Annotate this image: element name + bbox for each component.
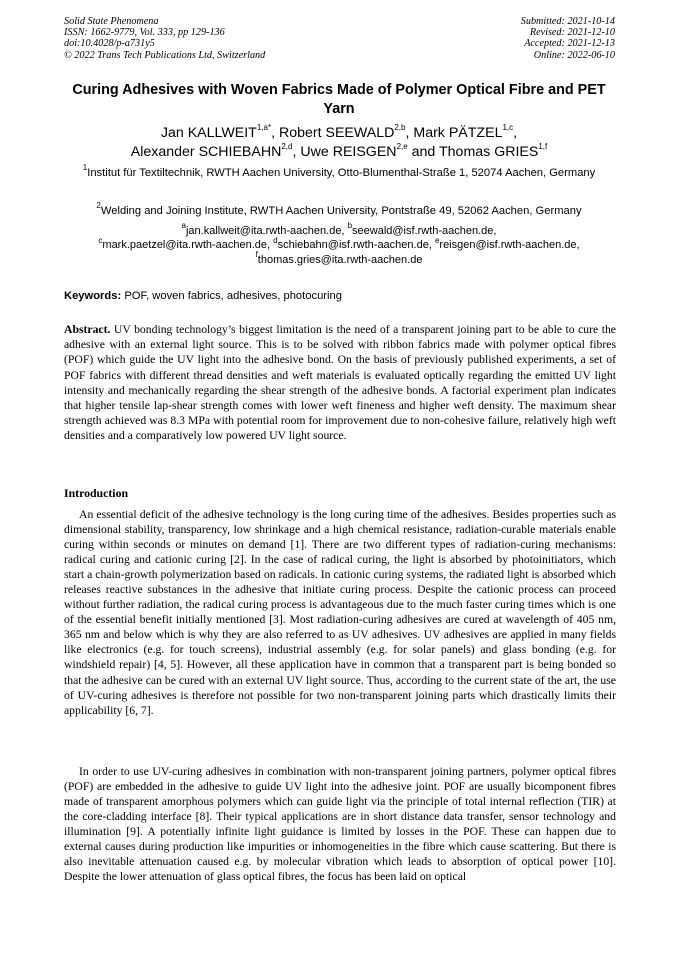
accepted-date: Accepted: 2021-12-13 bbox=[524, 38, 615, 50]
affiliation-mark: 2 bbox=[96, 201, 101, 211]
affiliation-text: Institut für Textiltechnik, RWTH Aachen University, Otto-Blumenthal-Straße 1, 52074 Aachen, Germany bbox=[87, 167, 596, 179]
author-affiliation-mark: 1,c bbox=[502, 123, 514, 133]
author-affiliation-mark: 1,f bbox=[538, 141, 548, 151]
online-date: Online: 2022-06-10 bbox=[533, 49, 615, 61]
author-name: Mark PÄTZEL bbox=[413, 125, 503, 141]
author-affiliation-mark: 2,d bbox=[281, 141, 293, 151]
abstract bbox=[64, 322, 616, 444]
journal-copyright: © 2022 Trans Tech Publications Ltd, Switzerland bbox=[64, 49, 266, 61]
author-affiliation-mark: 2,e bbox=[396, 141, 408, 151]
submitted-date: Submitted: 2021-10-14 bbox=[520, 16, 615, 27]
author-name: Thomas GRIES bbox=[439, 143, 539, 160]
author-emails: $^a$jan.kallweit@ita.rwth-aachen.de, $^b$seewald@isf.rwth-aachen.de, $^c$mark.paetzel@ita.rwth-aachen.de, $^d$schiebahn@isf.rwth-aachen.de, $^e$reisgen@isf.rwth-aachen.de, $^f$thomas.gries@ita.rwth-aachen.de bbox=[98, 221, 580, 266]
dates-header bbox=[521, 16, 615, 61]
email-link[interactable]: mark.paetzel@ita.rwth-aachen.de, bbox=[102, 239, 271, 252]
author-name: Robert SEEWALD bbox=[278, 125, 395, 141]
email-link[interactable]: reisgen@isf.rwth-aachen.de, bbox=[439, 239, 580, 252]
section-heading-introduction: Introduction bbox=[64, 486, 129, 500]
introduction-paragraph-1: An essential deficit of the adhesive technology is the long curing time of the adhesives. Besides properties such as dimensional stability, transparency, low shrinkage and a high chemical resistance, radiation-curable materials enable curing within seconds or minutes on demand [1]. There are two different types of radiation-curing mechanisms: radical curing and cationic curing [2]. In the case of radical curing, the light is absorbed by photoinitiators, which start a chain-growth polymerization based on radicals. In cationic curing systems, the radiated light is absorbed which releases reactive substances in the adhesive that initiate curing process. Despite the cationic process can proceed without further radiation, the radical curing process is advantageous due to the much faster curing times which is one of the essential benefit initially mentioned [3]. Most radiation-curing adhesives are cured at wavelength of 405 nm, 365 nm and below which is why they are also referred to as UV adhesives. UV adhesives are applied in many fields like electronics (e.g. for touch screens), industrial assembly (e.g. for solar panels) and glass bonding (e.g. for windshield repair) [4, 5]. However, all these application have in common that a transparent part is being bonded so that the adhesive can be cured with an external UV light source. Thus, according to the current state of the art, the use of UV-curing adhesives is therefore not possible for two non-transparent joining parts which drastically limits their applicability [6, 7]. bbox=[64, 508, 616, 717]
revised-date: Revised: 2021-12-10 bbox=[529, 27, 615, 39]
keywords bbox=[64, 289, 616, 303]
introduction-paragraph-2: In order to use UV-curing adhesives in combination with non-transparent joining partners, polymer optical fibres (POF) are embedded in the adhesive to guide UV light into the adhesive joint. POF are usually bicomponent fibres made of transparent amorphous polymers which can guide light via the principle of total internal reflection (TIR) at the core-cladding interface [8]. Their typical applications are in short distance data transfer, sensor technology and illumination [9]. A potentially infinite light guidance is limited by losses in the POF. These can happen due to external causes during production like impurities or inhomogeneities in the fibre which cause scattering. But there is also inevitable attenuation caused e.g. by molecular vibration which leads to absorption of optical power [10]. Despite the lower attenuation of glass optical fibres, the focus has been laid on optical bbox=[64, 765, 616, 884]
email-link[interactable]: schiebahn@isf.rwth-aachen.de, bbox=[277, 239, 432, 252]
abstract-text: UV bonding technology’s biggest limitation is the need of a transparent joining part to be able to cure the adhesive with an external light source. This is to be solved with ribbon fabrics made with polymer optical fibres (POF) which guide the UV light into the adhesive bond. On the basis of previously published experiments, a set of POF fabrics with different thread densities and weft materials is evaluated optically regarding the emitted UV light intensity and mechanically regarding the shear strength of the adhesive bonds. A factorial experiment plan indicates that higher tensile lap-shear strength comes with lower weft fineness and higher weft density. The maximum shear strength achieved was 8.3 MPa with potential room for improvement due to non-cohesive failure, relatively high weft densities and a comparatively low powered UV light source. bbox=[64, 323, 616, 443]
author-affiliation-mark: 1,a* bbox=[256, 123, 272, 133]
author-name: Alexander SCHIEBAHN bbox=[130, 143, 282, 160]
journal-header bbox=[64, 16, 265, 61]
paper-title: Curing Adhesives with Woven Fabrics Made of Polymer Optical Fibre and PET Yarn bbox=[72, 82, 606, 117]
affiliation-mark: 1 bbox=[82, 163, 88, 173]
affiliation-text: Welding and Joining Institute, RWTH Aachen University, Pontstraße 49, 52062 Aachen, Germany bbox=[100, 205, 582, 217]
abstract-label: Abstract. bbox=[64, 323, 111, 336]
author-name: Jan KALLWEIT bbox=[160, 125, 257, 141]
affiliation-1 bbox=[60, 163, 618, 182]
keywords-label: Keywords: bbox=[64, 290, 122, 302]
email-link[interactable]: seewald@isf.rwth-aachen.de, bbox=[352, 225, 497, 237]
author-affiliation-mark: 2,b bbox=[394, 123, 406, 133]
email-link[interactable]: jan.kallweit@ita.rwth-aachen.de, bbox=[185, 225, 345, 237]
author-name: Uwe REISGEN bbox=[300, 143, 397, 160]
email-link[interactable]: thomas.gries@ita.rwth-aachen.de bbox=[257, 253, 423, 266]
author-list: Jan $KALLWEIT^{1,a*}$, Robert SEEWALD$^{2,b}$, Mark PÄTZEL$^{1,c}$, Alexander SCHIEBAHN$^{2,d}$, Uwe REISGEN$^{2,e}$ and Thomas GRIES$^{1,f}$ bbox=[130, 123, 548, 160]
journal-issn: ISSN: 1662-9779, Vol. 333, pp 129-136 bbox=[64, 27, 225, 39]
keywords-text: POF, woven fabrics, adhesives, photocuring bbox=[124, 290, 342, 302]
journal-name: Solid State Phenomena bbox=[64, 16, 159, 27]
journal-doi: doi:10.4028/p-a731y5 bbox=[64, 38, 155, 50]
affiliation-2 bbox=[60, 201, 618, 220]
